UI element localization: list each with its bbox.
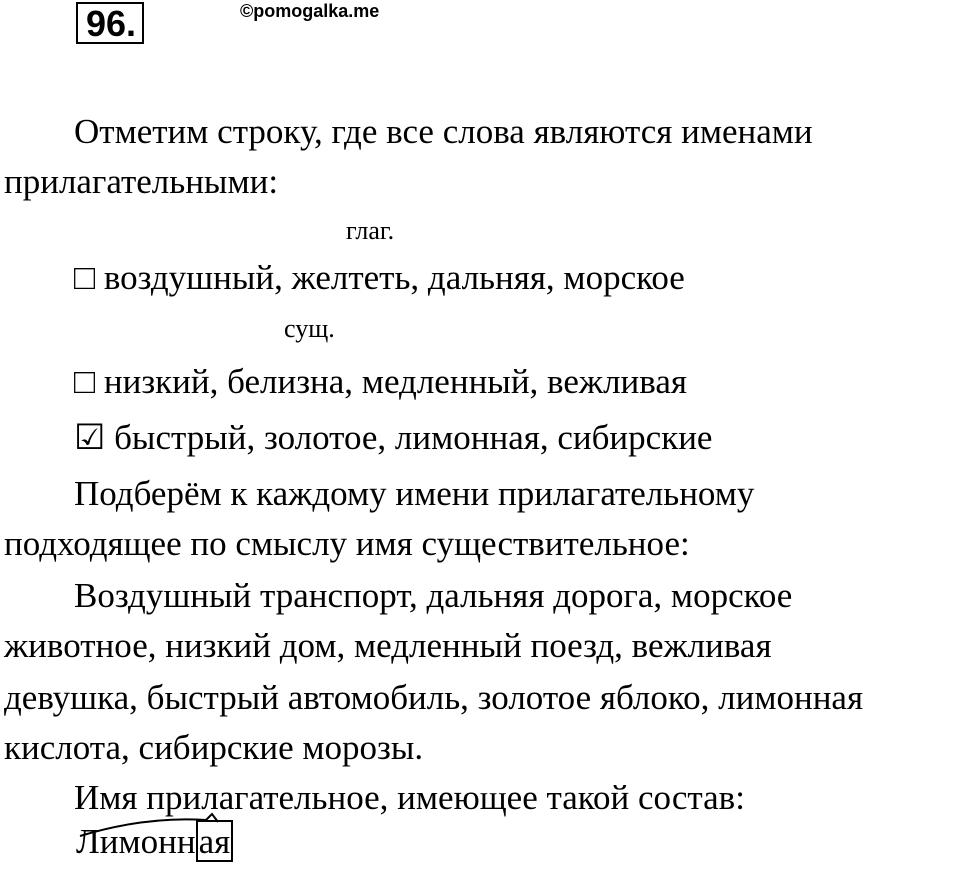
- paragraph-2-line-1: Подберём к каждому имени прилагательному: [74, 474, 755, 513]
- annotation-noun: сущ.: [284, 314, 335, 343]
- option-1: □ воздушный, желтеть, дальняя, морское: [74, 258, 685, 297]
- option-2: □ низкий, белизна, медленный, вежливая: [74, 362, 687, 401]
- paragraph-3-line-4: кислота, сибирские морозы.: [4, 728, 424, 767]
- paragraph-3-line-2: животное, низкий дом, медленный поезд, вежливая: [4, 626, 772, 665]
- paragraph-1-line-2: прилагательными:: [4, 162, 279, 201]
- paragraph-3-line-3: девушка, быстрый автомобиль, золотое яблоко, лимонная: [4, 678, 864, 717]
- task-number: 96.: [76, 2, 144, 44]
- paragraph-3-line-1: Воздушный транспорт, дальняя дорога, морское: [74, 576, 793, 615]
- annotation-verb: глаг.: [346, 216, 395, 245]
- word-stem: Лимонн: [76, 822, 196, 861]
- word-ending-box: ая: [196, 820, 234, 862]
- option-3-checked: ☑ быстрый, золотое, лимонная, сибирские: [74, 418, 713, 457]
- paragraph-1-line-1: Отметим строку, где все слова являются именами: [74, 112, 813, 151]
- paragraph-4: Имя прилагательное, имеющее такой состав:: [74, 778, 745, 817]
- watermark: ©pomogalka.me: [240, 1, 380, 21]
- morpheme-word: [76, 818, 233, 868]
- paragraph-2-line-2: подходящее по смыслу имя существительное:: [4, 524, 690, 563]
